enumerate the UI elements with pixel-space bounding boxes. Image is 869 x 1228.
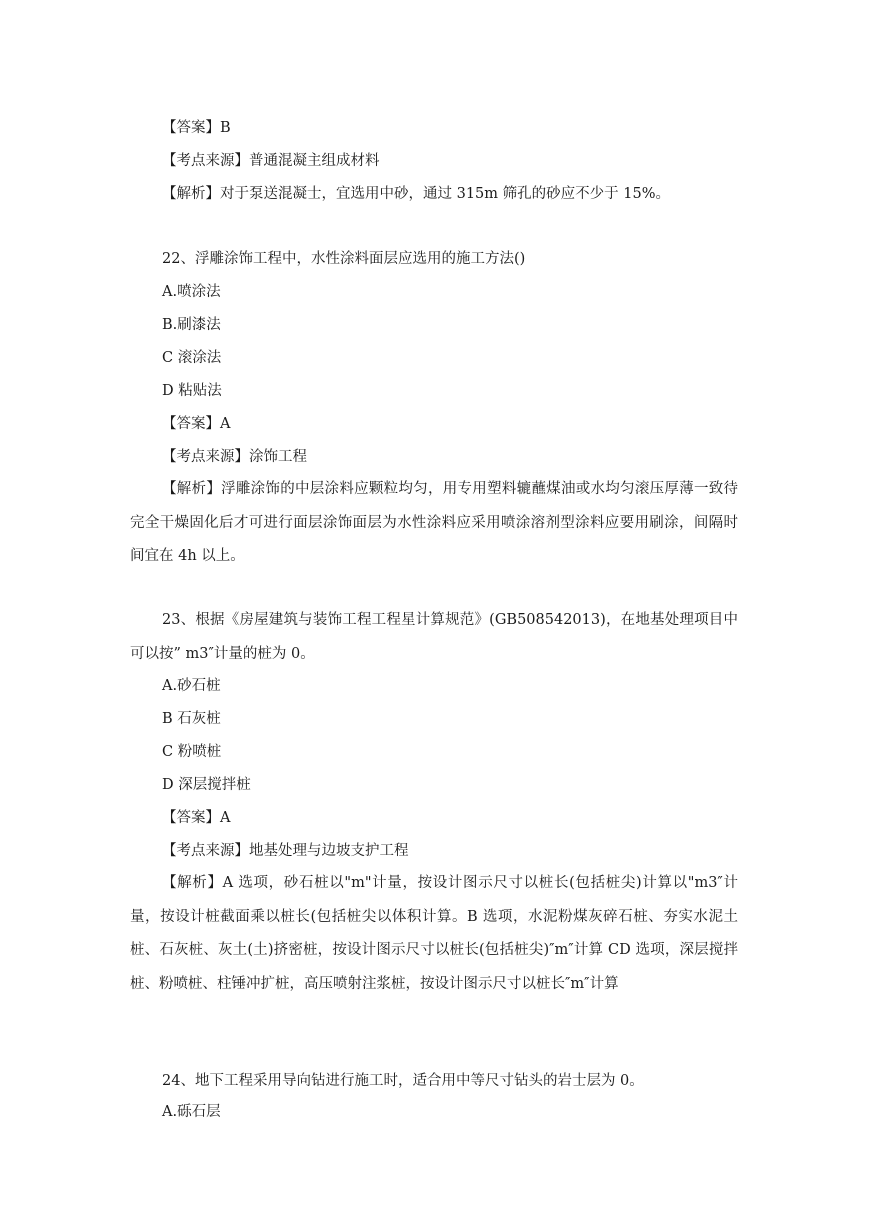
option-d: D 深层搅拌桩: [162, 777, 251, 793]
source-line: 【考点来源】涂饰工程: [162, 449, 307, 465]
analysis-paragraph: 【解析】A 选项，砂石桩以"m"计量，按设计图示尺寸以桩长(包括桩尖)计算以"m3″计量，按设计桩截面乘以桩长(包括桩尖以体积计算。B 选项，水泥粉煤灰碎石桩、夯实水泥土桩、石灰桩、灰土(土)挤密桩，按设计图示尺寸以桩长(包括桩尖)″m″计算 CD 选项，深层搅拌桩、粉喷桩、柱锤冲扩桩，高压喷射注浆桩，按设计图示尺寸以桩长″m″计算: [130, 875, 738, 992]
source-line: 【考点来源】地基处理与边坡支护工程: [162, 843, 409, 859]
option-a: A.砂石桩: [162, 678, 221, 694]
option-a: A.砾石层: [162, 1104, 221, 1120]
question-23: 23、根据《房屋建筑与装饰工程工程星计算规范》(GB508542013)，在地基处理项目中可以按” m3″计量的桩为 0。: [130, 612, 738, 662]
option-c: C 滚涂法: [162, 350, 222, 366]
option-c: C 粉喷桩: [162, 744, 222, 760]
option-d: D 粘贴法: [162, 383, 222, 399]
answer-line: 【答案】A: [162, 416, 231, 432]
analysis-line: 【解析】对于泵送混凝士，宜选用中砂，通过 315m 筛孔的砂应不少于 15%。: [162, 186, 670, 202]
source-line: 【考点来源】普通混凝主组成材料: [162, 153, 380, 169]
option-a: A.喷涂法: [162, 284, 221, 300]
analysis-paragraph: 【解析】浮雕涂饰的中层涂料应颗粒均匀，用专用塑料辘蘸煤油或水均匀滚压厚薄一致待完全干燥固化后才可进行面层涂饰面层为水性涂料应采用喷涂溶剂型涂料应要用刷涂，间隔时间宜在 4h 以上。: [130, 481, 738, 564]
option-b: B 石灰桩: [162, 711, 221, 727]
question-24: 24、地下工程采用导向钻进行施工时，适合用中等尺寸钻头的岩士层为 0。: [162, 1073, 644, 1089]
question-22: 22、浮雕涂饰工程中，水性涂料面层应选用的施工方法(): [162, 251, 526, 267]
answer-line: 【答案】A: [162, 810, 231, 826]
answer-line: 【答案】B: [162, 120, 231, 136]
option-b: B.刷漆法: [162, 317, 221, 333]
